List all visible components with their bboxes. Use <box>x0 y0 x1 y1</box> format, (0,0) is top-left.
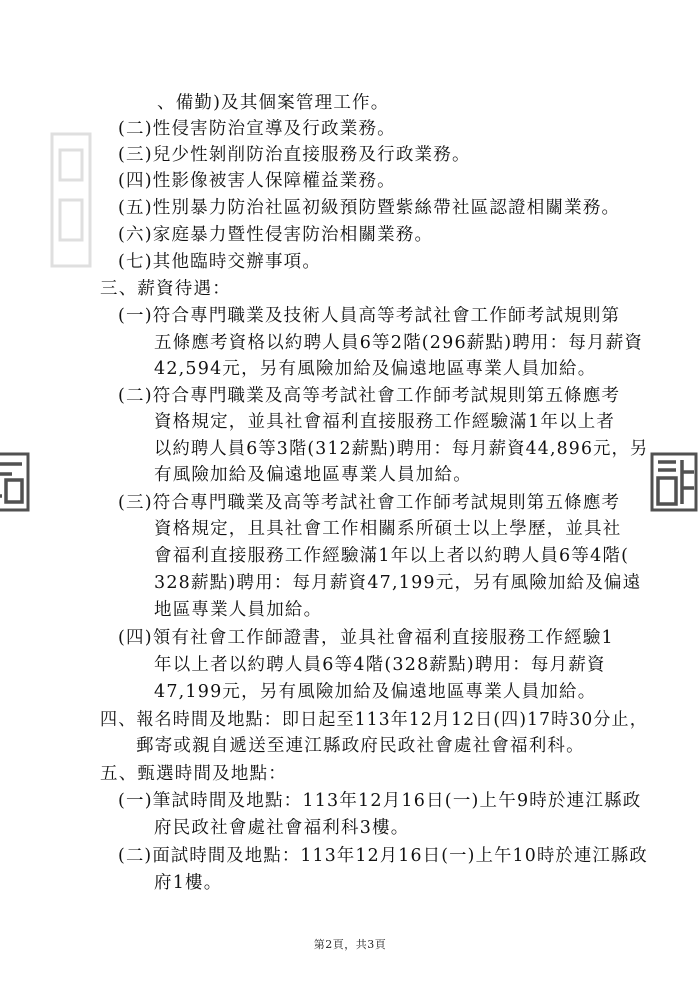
text-line: (六)家庭暴力暨性侵害防治相關業務。 <box>118 225 434 245</box>
text-line: 有風險加給及偏遠地區專業人員加給。 <box>154 465 472 485</box>
text-line: 年以上者以約聘人員6等4階(328薪點)聘用：每月薪資 <box>154 655 606 675</box>
text-line: (二)面試時間及地點：113年12月16日(一)上午10時於連江縣政 <box>118 846 648 866</box>
text-line: 地區專業人員加給。 <box>154 600 323 620</box>
text-line: (二)符合專門職業及高等考試社會工作師考試規則第五條應考 <box>118 386 621 406</box>
perforation-seal-right <box>650 452 698 512</box>
perforation-seal-left <box>0 452 30 512</box>
page-footer: 第2頁，共3頁 <box>313 938 387 951</box>
text-line: 府民政社會處社會福利科3樓。 <box>154 818 410 838</box>
text-line: (五)性別暴力防治社區初級預防暨紫絲帶社區認證相關業務。 <box>118 198 621 218</box>
faint-stamp-mark <box>48 130 94 270</box>
text-line: (七)其他臨時交辦事項。 <box>118 252 322 272</box>
section-heading: 五、甄選時間及地點： <box>100 764 287 784</box>
text-line: 五條應考資格以約聘人員6等2階(296薪點)聘用：每月薪資 <box>154 333 644 353</box>
text-line: 府1樓。 <box>154 873 223 893</box>
text-line: 328薪點)聘用：每月薪資47,199元，另有風險加給及偏遠 <box>154 573 642 593</box>
text-line: 、備勤)及其個案管理工作。 <box>157 93 390 113</box>
text-line: (四)領有社會工作師證書，並具社會福利直接服務工作經驗1 <box>118 628 614 648</box>
text-line: 資格規定，且具社會工作相關系所碩士以上學歷，並具社 <box>154 519 622 539</box>
section-heading: 三、薪資待遇： <box>100 279 231 299</box>
text-line: 郵寄或親自遞送至連江縣政府民政社會處社會福利科。 <box>136 736 585 756</box>
text-line: (一)筆試時間及地點：113年12月16日(一)上午9時於連江縣政 <box>118 791 642 811</box>
section-heading: 四、報名時間及地點：即日起至113年12月12日(四)17時30分止， <box>100 710 648 730</box>
text-line: (二)性侵害防治宣導及行政業務。 <box>118 119 396 139</box>
text-line: 47,199元，另有風險加給及偏遠地區專業人員加給。 <box>154 682 597 702</box>
text-line: 資格規定，並具社會福利直接服務工作經驗滿1年以上者 <box>154 412 616 432</box>
text-line: (四)性影像被害人保障權益業務。 <box>118 171 396 191</box>
text-line: (三)兒少性剝削防治直接服務及行政業務。 <box>118 145 471 165</box>
text-line: 以約聘人員6等3階(312薪點)聘用：每月薪資44,896元，另 <box>154 439 649 459</box>
text-line: (三)符合專門職業及高等考試社會工作師考試規則第五條應考 <box>118 493 621 513</box>
text-line: 42,594元，另有風險加給及偏遠地區專業人員加給。 <box>154 359 597 379</box>
text-line: (一)符合專門職業及技術人員高等考試社會工作師考試規則第 <box>118 306 621 326</box>
text-line: 會福利直接服務工作經驗滿1年以上者以約聘人員6等4階( <box>154 546 630 566</box>
